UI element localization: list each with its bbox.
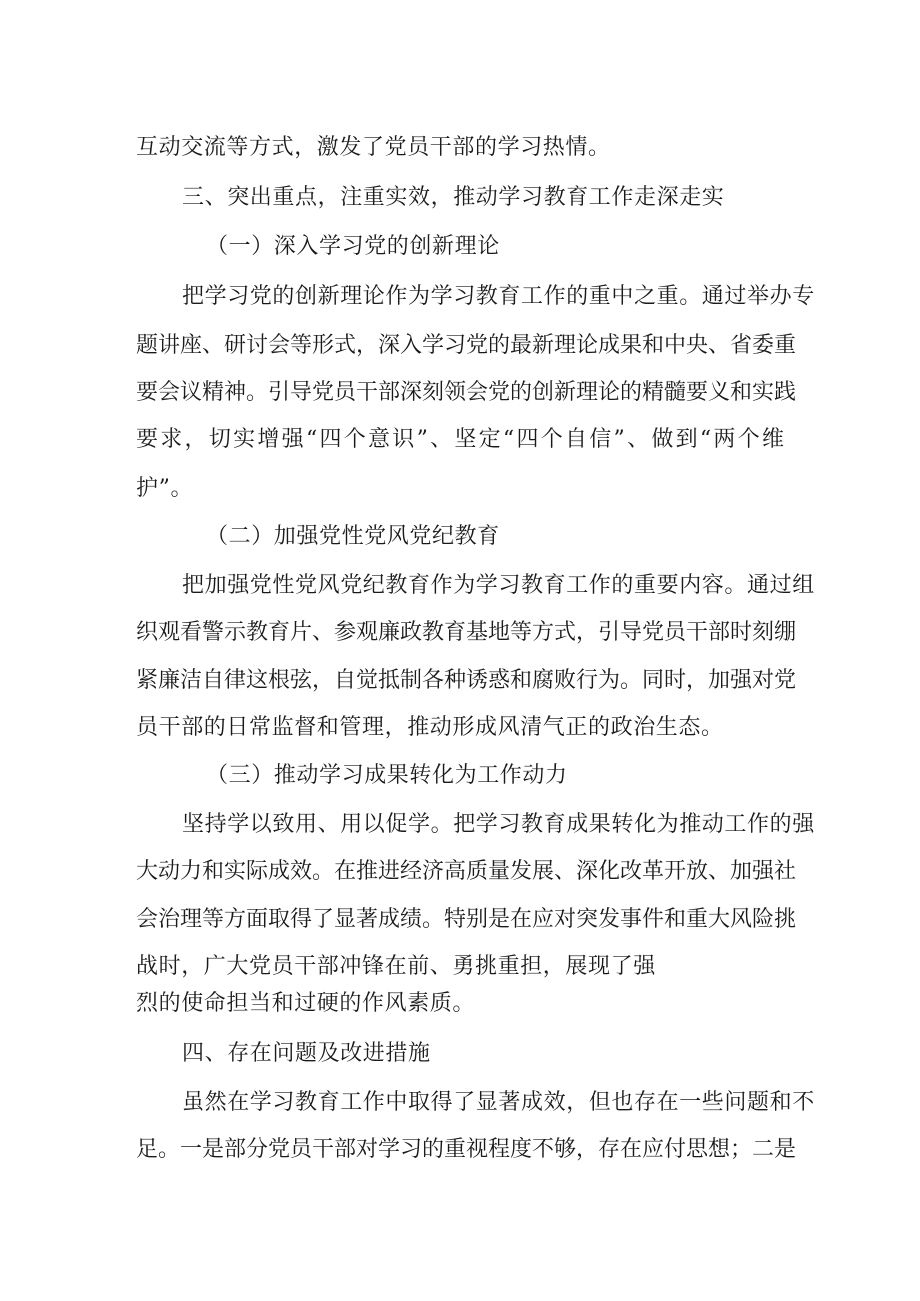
body-line: 织观看警示教育片、参观廉政教育基地等方式，引导党员干部时刻绷 [136, 620, 797, 645]
body-line: 战时，广大党员干部冲锋在前、勇挑重担，展现了强 [136, 954, 656, 979]
body-line: 大动力和实际成效。在推进经济高质量发展、深化改革开放、加强社 [136, 859, 797, 884]
body-line: 虽然在学习教育工作中取得了显著成效，但也存在一些问题和不 [182, 1090, 815, 1115]
body-line: 把加强党性党风党纪教育作为学习教育工作的重要内容。通过组 [182, 573, 815, 598]
body-line: 把学习党的创新理论作为学习教育工作的重中之重。通过举办专 [182, 284, 815, 309]
sub-heading: （三）推动学习成果转化为工作动力 [206, 763, 568, 788]
body-line: 要会议精神。引导党员干部深刻领会党的创新理论的精髓要义和实践 [136, 380, 797, 405]
body-line: 紧廉洁自律这根弦，自觉抵制各种诱惑和腐败行为。同时，加强对党 [136, 668, 797, 693]
sub-heading: （一）深入学习党的创新理论 [206, 234, 500, 259]
sub-heading: （二）加强党性党风党纪教育 [206, 524, 500, 549]
body-line: 烈的使命担当和过硬的作风素质。 [136, 991, 476, 1016]
body-line: 会治理等方面取得了显著成绩。特别是在应对突发事件和重大风险挑 [136, 907, 797, 932]
body-line: 题讲座、研讨会等形式，深入学习党的最新理论成果和中央、省委重 [136, 333, 797, 358]
body-line: 要求，切实增强“四个意识”、坚定“四个自信”、做到“两个维 [136, 427, 784, 452]
body-line: 员干部的日常监督和管理，推动形成风清气正的政治生态。 [136, 715, 724, 740]
body-line: 护”。 [136, 476, 194, 501]
body-line: 坚持学以致用、用以促学。把学习教育成果转化为推动工作的强 [182, 812, 815, 837]
section-heading: 三、突出重点，注重实效，推动学习教育工作走深走实 [182, 185, 725, 210]
body-line: 互动交流等方式，激发了党员干部的学习热情。 [136, 135, 611, 160]
section-heading: 四、存在问题及改进措施 [182, 1041, 431, 1066]
body-line: 足。一是部分党员干部对学习的重视程度不够，存在应付思想；二是 [136, 1137, 797, 1162]
